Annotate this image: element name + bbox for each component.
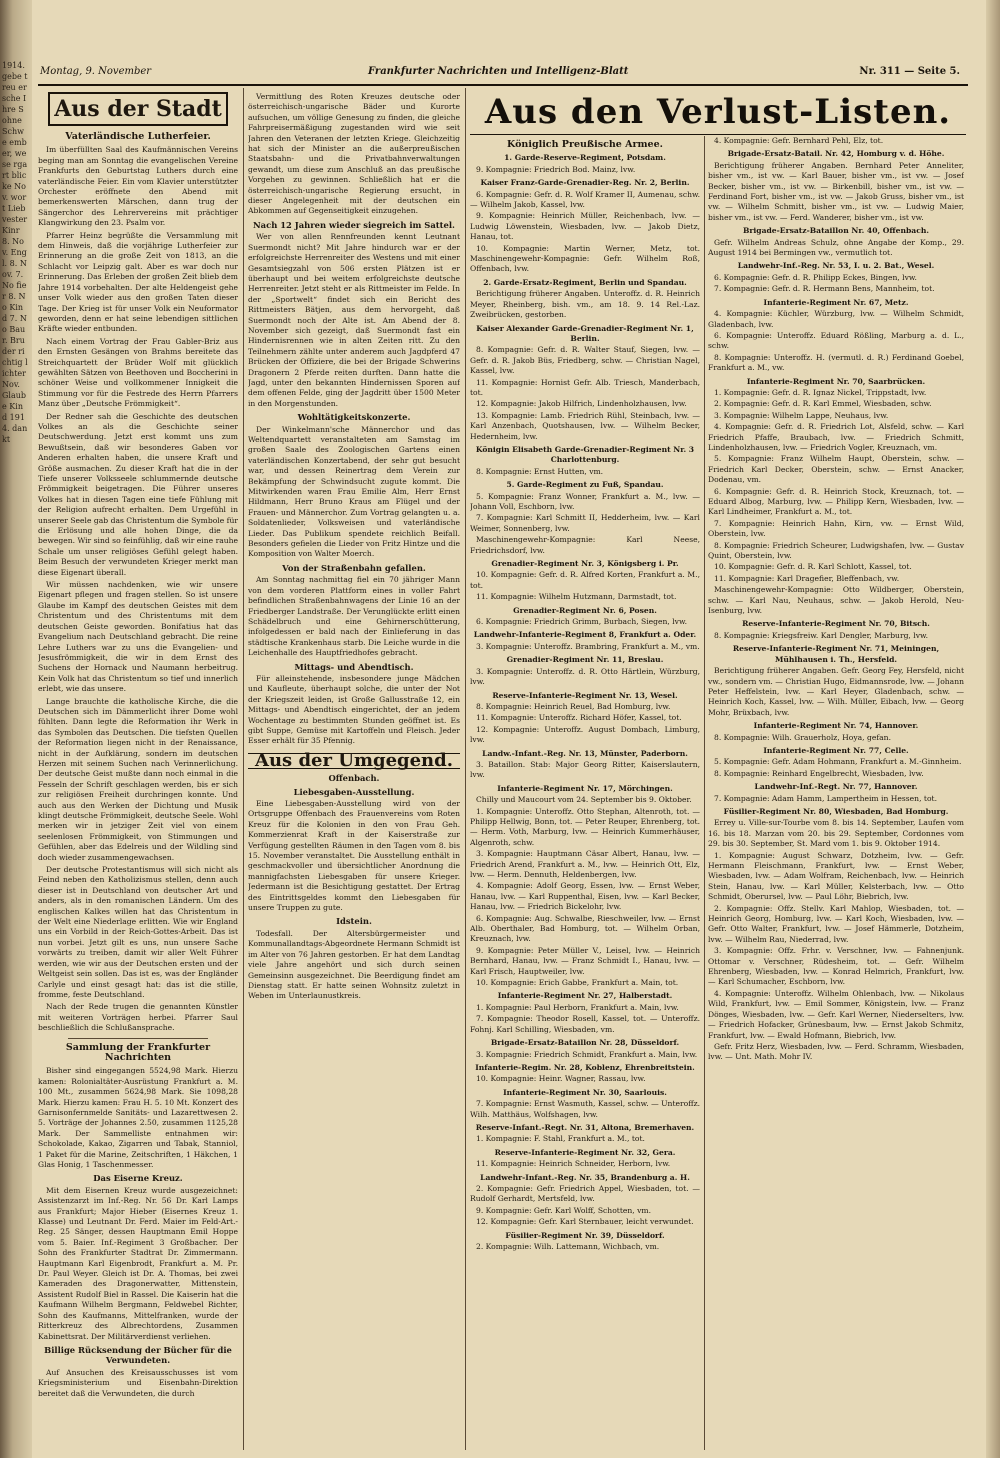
casualty-entry: 7. Kompagnie: Karl Schmitt II, Hedderheim, lvw. — Karl Weimer, Sonnenberg, lvw. bbox=[470, 513, 700, 533]
article-paragraph: Bisher sind eingegangen 5524,98 Mark. Hierzu kamen: Rolonialtäter-Ausrüstung Frankfurt a. M. 100 Mt., zusammen 5624,98 Mark. Sie 1098,28 Mark. Hierzu kamen: Frau H. 5. 10 Mt. Konzert des Garnisonfernmelde Sanitäts- und Lazarettwesen 2. 5. Vorträge der Johannes 2.50, zusammen 1125,28 Mark. Der Sammelliste entnahmen wir: Schokolade, Kakao, Zigarren und Tabak, Stanniol, 1 Paket für die Marine, Zeitschriften, 1 Häkchen, 1 Glas Honig, 1 Taschenmesser. bbox=[38, 1066, 238, 1169]
casualty-entry: 12. Kompagnie: Gefr. Karl Sternbauer, leicht verwundet. bbox=[476, 1217, 694, 1227]
casualty-entry: 5. Kompagnie: Gefr. Adam Hohmann, Frankfurt a. M.-Ginnheim. bbox=[714, 757, 962, 767]
casualty-entry: 1. Kompagnie: Gefr. d. R. Ignaz Nickel, Trippstadt, lvw. bbox=[714, 387, 927, 397]
header-page-number: Nr. 311 — Seite 5. bbox=[859, 66, 960, 77]
page-binding-edge bbox=[0, 0, 32, 1458]
page-right-edge bbox=[986, 0, 1000, 1458]
article-heading: Idstein. bbox=[336, 916, 372, 927]
casualty-entry: 9. Kompagnie: Gefr. Karl Wolff, Schotten, vm. bbox=[476, 1205, 651, 1215]
header-date: Montag, 9. November bbox=[40, 66, 152, 77]
casualty-entry: 3. Kompagnie: Hauptmann Cäsar Albert, Hanau, lvw. — Friedrich Arend, Frankfurt a. M., lvw. — Heinrich Ott, Elz, lvw. — Herm. Dennuth, Heldenbergen, lvw. bbox=[470, 849, 700, 879]
casualty-entry: 3. Kompagnie: Unteroffz. Brambring, Frankfurt a. M., vm. bbox=[476, 641, 700, 651]
casualty-entry: 1. Kompagnie: August Schwarz, Dotzheim, lvw. — Gefr. Hermann Fleischmann, Frankfurt, lvw. — Ernst Weber, Wiesbaden, lvw. — Adam Wolfram, Reichenbach, lvw. — Heinrich Stein, Hanau, lvw. — Karl Müller, Kelsterbach, lvw. — Otto Schmidt, Oberursel, lvw. — Paul Löhr, Biebrich, lvw. bbox=[708, 850, 964, 902]
column-divider bbox=[465, 88, 466, 1450]
casualty-entry: 4. Kompagnie: Küchler, Würzburg, lvw. — Wilhelm Schmidt, Gladenbach, lvw. bbox=[708, 309, 964, 329]
section-title-stadt: Aus der Stadt bbox=[48, 92, 228, 126]
article-heading: Sammlung der Frankfurter Nachrichten bbox=[65, 1041, 211, 1063]
casualty-entry: 8. Kompagnie: Reinhard Engelbrecht, Wiesbaden, lvw. bbox=[714, 768, 924, 778]
article-paragraph: Lange brauchte die katholische Kirche, die die Deutschen sich im Dämmerlicht ihrer Dome wohl fühlten. Dann legte die Reformation ihr Werk in das Symbolen das Deutschen. Die tiefsten Quellen der Reformation liegen nicht in der Renaissance, nicht in der Aufklärung, sondern im deutschen Herzen mit seinem Suchen nach Verinnerlichung. Der deutsche Geist mußte dann noch einmal in die Fesseln der Schrift geschlagen werden, bis er sich zur religiösen Freiheit durchringen konnte. Und auch aus den Werken der Dichtung und Musik klingt deutsche Frömmigkeit, deutsche Seele. Wohl merken wir in jetziger Zeit viel von einem seelenlosen Frömmigkeit, von Stimmungen und Gefühlen, aber das Edelreis und der Wildling sind doch wieder zusammengewachsen. bbox=[38, 696, 238, 862]
casualty-entry: 2. Kompagnie: Gefr. Friedrich Appel, Wiesbaden, tot. — Rudolf Gerhardt, Mertsfeld, lvw. bbox=[470, 1183, 700, 1204]
casualty-entry: 8. Kompagnie: Friedrich Scheurer, Ludwigshafen, lvw. — Gustav Quint, Oberstein, lvw. bbox=[708, 540, 964, 561]
article-paragraph: Mit dem Eisernen Kreuz wurde ausgezeichnet: Assistenzarzt im Inf.-Reg. Nr. 56 Dr. Karl Lamps aus Frankfurt; Major Hieber (Eisernes Kreuz 1. Klasse) und Leutnant Dr. Ferd. Maier im Feld-Art.-Reg. 25 Sänger, dessen Hauptmann Emil Hoppe vom 5. Baier. Inf.-Regiment 3 Großbacher. Der Sohn des Frankfurter Stadtrat Dr. Zimmermann. Hauptmann Karl Eigenbrodt, Frankfurt a. M. Pr. Dr. Paul Weyer. Gleich ist Dr. A. Thomas, bei zwei Kameraden des Dragonerwatter, Mittenstein, Assistent Rudolf Biel in Rassel. Die Kaiserin hat die Kaufmann Wilhelm Bergmann, Feldwebel Richter, Sohn des Kaufmanns, Mittelfranken, wurde der Ritterkreuz des Albrechtordens, Zusammen Kabinettsrat. Der Militärverdienst verliehen. bbox=[38, 1185, 238, 1341]
article-paragraph: Nach einem Vortrag der Frau Gabler-Briz aus den Ernsten Gesängen von Brahms bereitete das Streichquartett der Brüder Wolf mit glücklich gewählten Sätzen von Beethoven und Boccherini in schöner Weise und vollkommener Innigkeit die Stimmung vor für die Festrede des Herrn Pfarrers Manz über „Deutsche Frömmigkeit“. bbox=[38, 336, 238, 409]
casualty-entry: 5. Kompagnie: Franz Wilhelm Haupt, Oberstein, schw. — Friedrich Karl Decker, Oberstein, schw. — Ernst Anacker, Dodenau, vm. bbox=[708, 454, 964, 485]
regiment-heading: Landwehr-Infant.-Reg. Nr. 35, Brandenburg a. H. bbox=[480, 1172, 690, 1182]
casualty-entry: 2. Kompagnie: Offz. Stellv. Karl Mahlop, Wiesbaden, tot. — Heinrich Georg, Homburg, lvw. — Karl Koch, Wiesbaden, lvw. — Gefr. Otto Walter, Frankfurt, lvw. — Josef Hämmerle, Dotzheim, lvw. — Wilhelm Rau, Niederrad, lvw. bbox=[708, 903, 964, 944]
casualty-entry: 1. Kompagnie: Unteroffz. Otto Stephan, Altenroth, tot. — Philipp Hellwig, Bonn, tot. — Peter Reuper, Ehrenberg, tot. — Herm. Voth, Marburg, lvw. — Heinrich Kummerhäuser, Algenroth, schw. bbox=[470, 806, 700, 847]
regiment-heading: Infanterie-Regiment Nr. 77, Celle. bbox=[763, 745, 909, 755]
article-heading: Wohltätigkeitskonzerte. bbox=[297, 412, 411, 423]
casualty-entry: 5. Kompagnie: Franz Wonner, Frankfurt a. M., lvw. — Johann Voll, Eschborn, lvw. bbox=[470, 491, 700, 511]
article-paragraph: Auf Ansuchen des Kreisausschusses ist vom Kriegsministerium und Eisenbahn-Direktion bereitet daß die Verwundeten, die durch bbox=[38, 1367, 238, 1398]
regiment-heading: Brigade-Ersatz-Bataillon Nr. 28, Düsseldorf. bbox=[490, 1038, 680, 1048]
casualty-entry: 1. Kompagnie: F. Stahl, Frankfurt a. M., tot. bbox=[476, 1134, 645, 1144]
article-heading: Liebesgaben-Ausstellung. bbox=[293, 786, 415, 797]
casualty-entry: Gefr. Wilhelm Andreas Schulz, ohne Angabe der Komp., 29. August 1914 bei Bermingen vw., vermutlich tot. bbox=[708, 237, 964, 258]
title-rule bbox=[470, 134, 966, 135]
regiment-heading: Reserve-Infanterie-Regiment Nr. 13, Wesel. bbox=[492, 690, 678, 700]
casualty-entry: 2. Kompagnie: Wilh. Lattemann, Wichbach, vm. bbox=[476, 1242, 660, 1251]
casualty-entry: 10. Kompagnie: Gefr. d. R. Alfred Korten, Frankfurt a. M., tot. bbox=[470, 570, 700, 590]
casualty-entry: 6. Kompagnie: Aug. Schwalbe, Rieschweiler, lvw. — Ernst Alb. Oberthaler, Bad Homburg, tot. — Wilhelm Orban, Kreuznach, lvw. bbox=[470, 913, 700, 944]
article-paragraph: Wer von allen Rennfreunden kennt Leutnant Suermondt nicht? Mit Jahre hindurch war er der erfolgreichste Herrenreiter des Westens und mit einer Gesamtsiegzahl von 506 ersten Plätzen ist er überhaupt und bei weitem erfolgreichste deutsche Herrenreiter. Jetzt steht er als Rittmeister im Felde. In der „Sportwelt“ findet sich ein Bericht des Rittmeisters Bätjen, aus dem hervorgeht, daß Suermondt noch der Alte ist. Am Abend der 8. November sich gezeigt, daß Suermondt fast ein Hindernisrennen wie in alten Zeiten ritt. Zu den Teilnehmern zählte unter anderem auch Jagdpferd 47 Brücken der Offiziere, die bei der Brigade Schwerins Dragonern 2 Pferde reiten durften. Dann hatte die Jagd, unter den bekannten Hindernissen Sporen auf dem offenen Felde, ging der Jagdritt über 1500 Meter in den Morgenstunden. bbox=[248, 232, 460, 408]
casualty-entry: 7. Kompagnie: Theodor Rosell, Kassel, tot. — Unteroffz. Fohnj. Karl Schilling, Wiesbaden, vm. bbox=[470, 1014, 700, 1034]
army-heading: Königlich Preußische Armee. bbox=[507, 139, 663, 150]
casualty-entry: 11. Kompagnie: Wilhelm Hutzmann, Darmstadt, tot. bbox=[476, 592, 677, 602]
article-paragraph: Pfarrer Heinz begrüßte die Versammlung mit dem Hinweis, daß die vorjährige Lutherfeier zur Erinnerung an die große Zeit von 1813, an die Schlacht vor Leipzig galt. Aber es war doch nur Erinnerung. Das Erleben der großen Zeit blieb dem Jahre 1914 vorbehalten. Der alte Heldengeist gehe unser Volk wieder aus den großen Taten dieser Tage. Der Krieg ist für unser Volk ein Neuformator geworden, denn er hat seine lebendigen sittlichen Kräfte wieder entbunden. bbox=[38, 230, 238, 334]
casualty-entry: 7. Kompagnie: Heinrich Hahn, Kirn, vw. — Ernst Wild, Oberstein, lvw. bbox=[708, 518, 964, 539]
casualty-entry: 8. Kompagnie: Wilh. Grauerholz, Hoya, gefan. bbox=[714, 732, 891, 742]
article-heading: Mittags- und Abendtisch. bbox=[294, 661, 414, 672]
regiment-heading: Infanterie-Regiment Nr. 67, Metz. bbox=[763, 297, 909, 307]
regiment-heading: Infanterie-Regiment Nr. 30, Saarlouis. bbox=[503, 1087, 667, 1097]
article-heading: Nach 12 Jahren wieder siegreich im Sattel. bbox=[253, 219, 455, 230]
casualty-entry: 8. Kompagnie: Ernst Hutten, vm. bbox=[476, 466, 604, 476]
regiment-heading: Grenadier-Regiment Nr. 11, Breslau. bbox=[506, 655, 664, 665]
regiment-heading: Infanterie-Regiment Nr. 17, Mörchingen. bbox=[497, 783, 673, 793]
article-heading: Vaterländische Lutherfeier. bbox=[65, 131, 211, 142]
casualty-entry: 12. Kompagnie: Unteroffz. August Dombach, Limburg, lvw. bbox=[470, 724, 700, 745]
regiment-heading: Reserve-Infanterie-Regiment Nr. 32, Gera. bbox=[494, 1147, 676, 1157]
column-2 bbox=[248, 92, 460, 1452]
article-paragraph: Im überfüllten Saal des Kaufmännischen Vereins beging man am Sonntag die evangelischen Vereine Frankfurts den Geburtstag Luthers durch eine vaterländische Feier. Ein vom Klavier unterstützter Orchester eröffnete den Abend mit bemerkenswerten Märschen, dann trug der Sängerchor des Lehrervereins mit prächtiger Klangwirkung den 23. Psalm vor. bbox=[38, 145, 238, 228]
casualty-entry: Maschinengewehr-Kompagnie: Otto Wildberger, Oberstein, schw. — Karl Nau, Neuhaus, schw. — Jakob Herold, Neu-Isenburg, lvw. bbox=[708, 585, 964, 616]
casualty-entry: Berichtigung früherer Angaben. Gefr. Georg Fey, Hersfeld, nicht vw., sondern vm. — Christian Hugo, Eidmannsrode, lvw. — Johann Peter Heffelstein, lvw. — Karl Heyer, Gladenbach, schw. — Heinrich Koch, Kassel, lvw. — Wilh. Müller, Eibach, lvw. — Georg Mohr, Brüxbach, lvw. bbox=[708, 666, 964, 717]
casualty-entry: 8. Kompagnie: Gefr. d. R. Walter Stauf, Siegen, lvw. — Gefr. d. R. Jakob Büs, Friedberg, schw. — Christian Nagel, Kassel, lvw. bbox=[470, 345, 700, 376]
section-title-umgegend: Aus der Umgegend. bbox=[248, 753, 460, 769]
article-paragraph: Wir müssen nachdenken, wie wir unsere Eigenart pflegen und fragen stellen. So ist unsere Glaube im Kampf des deutschen Geistes mit dem Christentum und des Christentums mit dem deutschen Geiste geworden. Bonifatius hat das Evangelium nach Deutschland gebracht. Die reine Lehre Luthers war zu uns die Evangelien- und Jesusfrömmigkeit, die wir in dem Ernst des Suchens der Hornack und Naumann herbeitrug. Kein Volk hat das Christentum so tief und innerlich erlebt, wie das unsere. bbox=[38, 580, 238, 694]
article-paragraph: Vermittlung des Roten Kreuzes deutsche oder österreichisch-ungarische Bäder und Kurorte aufsuchen, um völlige Genesung zu finden, die gleiche Fahrpreisermäßigung zugestanden wird wie seit Jahren den Veteranen der letzten Kriege. Gleichzeitig hat sich der Minister an die außerpreußischen Staatsbahn- und die Privatbahnverwaltungen gewandt, um diese zum Anschluß an das preußische Vorgehen zu gewinnen. Schließlich hat er die österreichisch-ungarische Regierung ersucht, in dieser Angelegenheit mit der deutschen ein Abkommen auf Gegenseitigkeit einzugehen. bbox=[248, 92, 460, 216]
header-masthead: Frankfurter Nachrichten und Intelligenz-Blatt bbox=[368, 66, 629, 77]
casualty-entry: 3. Kompagnie: Wilhelm Lappe, Neuhaus, lvw. bbox=[714, 410, 889, 420]
casualty-entry: Berichtigung früherer Angaben. Bernhard Peter Anneliter, bisher vm., ist vw. — Karl Bauer, bisher vm., ist vw. — Josef Becker, bisher vm., ist vw. — Birkenbill, bisher vm., ist vw. — Ferdinand Fort, bisher vm., ist vw. — Jakob Gruss, bisher vm., ist vw. — Wilhelm Schmitt, bisher vm., ist vw. — Ludwig Maier, bisher vm., ist vw. — Ferd. Wanderer, bisher vm., ist vw. bbox=[708, 160, 964, 222]
casualty-entry: 8. Kompagnie: Kriegsfreiw. Karl Dengler, Marburg, lvw. bbox=[714, 630, 928, 640]
casualty-entry: 11. Kompagnie: Hornist Gefr. Alb. Triesch, Manderbach, tot. bbox=[470, 377, 700, 397]
casualty-entry: 2. Kompagnie: Gefr. d. R. Karl Emmel, Wiesbaden, schw. bbox=[714, 399, 932, 409]
casualty-entry: 3. Kompagnie: Friedrich Schmidt, Frankfurt a. Main, lvw. bbox=[476, 1049, 698, 1059]
casualty-entry: Chilly und Maucourt vom 24. September bis 9. Oktober. bbox=[476, 795, 692, 805]
casualty-entry: 10. Kompagnie: Erich Gabbe, Frankfurt a. Main, tot. bbox=[476, 978, 679, 988]
casualty-entry: 1. Kompagnie: Paul Herborn, Frankfurt a. Main, lvw. bbox=[476, 1002, 679, 1012]
regiment-heading: Landw.-Infant.-Reg. Nr. 13, Münster, Paderborn. bbox=[482, 748, 688, 758]
article-separator bbox=[68, 1038, 208, 1039]
article-paragraph: Der deutsche Protestantismus will sich nicht als Feind neben den Katholizismus stellen, denn auch dieser ist in Deutschland von deutscher Art und anders, als in den romanischen Ländern. Um des englischen Kalkes willen hat das Christentum in der Welt eine Niederlage erlitten. Wie wir England uns ein Vorbild in der Reich-Gottes-Arbeit. Das ist nun vorbei. Jetzt gilt es uns, nun unsere Sache vorwärts zu treiben, damit wir aller Welt Führer werden, wie wir aus der Deutschen ersten und der Weltgeist sein sollen. Das ist es, was der Engländer Carlyle und einst gesagt hat: das ist die stille, fromme, feste Deutschland. bbox=[38, 865, 238, 999]
regiment-heading: Landwehr-Inf.-Reg. Nr. 53, I. u. 2. Bat., Wesel. bbox=[737, 261, 935, 271]
regiment-heading: Grenadier-Regiment Nr. 6, Posen. bbox=[513, 605, 657, 615]
regiment-heading: 2. Garde-Ersatz-Regiment, Berlin und Spandau. bbox=[483, 277, 687, 287]
article-paragraph: Nach der Rede trugen die genannten Künstler mit weiteren Vorträgen herbei. Pfarrer Saul beschließlich die Schlußansprache. bbox=[38, 1002, 238, 1033]
regiment-heading: Reserve-Infanterie-Regiment Nr. 70, Bitsch. bbox=[742, 619, 930, 629]
regiment-heading: Brigade-Ersatz-Bataillon Nr. 40, Offenbach. bbox=[742, 226, 930, 236]
article-paragraph: Der Redner sah die Geschichte des deutschen Volkes an als die Geschichte seiner Deutschwerdung. Jetzt erst kommt uns zum Bewußtsein, daß wir besonderes Gaben vor Anderen erhalten haben, die unsere Kraft und Größe ausmachen. Zu dieser Kraft hat die in der Tiefe unserer Volksseele schlummernde deutsche Frömmigkeit beigetragen. Die Führer unseres Volkes hat in diesen Tagen eine tiefe Fühlung mit der Religion aufrecht erhalten. Dem Urgefühl in unserer Seele gab das Christentum die Symbole für die Erlösung und alle hohen Dinge, die da bewegen. Wir sind so feinfühlig, daß wir eine rauhe Schale um unser religiöses Gefühl gelegt haben. Beim Besuch der verwundeten Krieger merkt man diese Eigenart überall. bbox=[38, 411, 238, 577]
article-paragraph: Am Sonntag nachmittag fiel ein 70 jähriger Mann von dem vorderen Plattform eines in voller Fahrt befindlichen Straßenbahnwagens der Linie 16 an der Friedberger Landstraße. Der Verunglückte erlitt einen Schädelbruch und eine Gehirnerschütterung, infolgedessen er bald nach der Einlieferung in das städtische Krankenhaus starb. Die Leiche wurde in die Leichenhalle des Hauptfriedhofes gebracht. bbox=[248, 575, 460, 658]
casualty-entry: 12. Kompagnie: Jakob Hilfrich, Lindenholzhausen, lvw. bbox=[476, 399, 687, 409]
casualty-entry: 10. Kompagnie: Heinr. Wagner, Rassau, lvw. bbox=[476, 1074, 646, 1084]
page-header bbox=[38, 64, 978, 82]
article-heading: Das Eiserne Kreuz. bbox=[93, 1173, 183, 1184]
binding-fragment-text: 1914. gebe treu ersche Ihre Sohne Schwe ember, wese rgart blicke Nov. wort Lieb vester Kinr 8. Nov. Engl. 8. Nov. 7. No fier 8. No Kind 7. No Baur. Bruder richtig lichter Nov. Glaube Kind 1914. dankt bbox=[2, 61, 28, 444]
regiment-heading: Brigade-Ersatz-Batail. Nr. 42, Homburg v. d. Höhe. bbox=[727, 149, 945, 159]
article-paragraph: Der Winkelmann'sche Männerchor und das Weltendquartett veranstalteten am Samstag im großen Saale des Zoologischen Gartens einen vaterländischen Konzertabend, der sehr gut besucht war, und dessen Reinertrag dem Verein zur Bekämpfung der Schwindsucht zugute kommt. Die Mitwirkenden waren Frau Emilie Alm, Herr Ernst Hildmann, Herr Bruno Kraus am Flügel und der Frauen- und Männerchor. Zum Vortrag gelangten u. a. Soldatenlieder, Volksweisen und vaterländische Lieder. Das Publikum spendete reichlich Beifall. Besonders gefielen die Lieder von Fritz Hintze und die Komposition von Walter Moerch. bbox=[248, 424, 460, 559]
regiment-heading: Infanterie-Regiment Nr. 74, Hannover. bbox=[753, 721, 919, 731]
regiment-heading: 5. Garde-Regiment zu Fuß, Spandau. bbox=[506, 480, 664, 490]
article-heading: Von der Straßenbahn gefallen. bbox=[282, 562, 426, 573]
casualty-entry: 6. Kompagnie: Gefr. d. R. Heinrich Stock, Kreuznach, tot. — Eduard Albog, Marburg, lvw. — Philipp Kern, Wiesbaden, lvw. — Karl Lindheimer, Frankfurt a. M., tot. bbox=[708, 486, 964, 517]
casualty-entry: 6. Kompagnie: Gefr. d. R. Philipp Eckes, Bingen, lvw. bbox=[714, 272, 917, 282]
casualty-entry: 3. Kompagnie: Offz. Frhr. v. Verschner, lvw. — Fahnenjunk. Ottomar v. Verschner, Rüdesheim, tot. — Gefr. Wilhelm Ehrenberg, Wiesbaden, lvw. — Konrad Helmrich, Frankfurt, lvw. — Karl Schumacher, Eschborn, lvw. bbox=[708, 946, 964, 987]
regiment-heading: Landwehr-Inf.-Regt. Nr. 77, Hannover. bbox=[754, 782, 918, 792]
casualty-entry: 8. Kompagnie: Unteroffz. H. (vermutl. d. R.) Ferdinand Goebel, Frankfurt a. M., vw. bbox=[708, 352, 964, 373]
regiment-heading: 1. Garde-Reserve-Regiment, Potsdam. bbox=[504, 153, 666, 163]
column-1 bbox=[38, 92, 238, 1452]
casualty-entry: 6. Kompagnie: Unteroffz. Eduard Rößling, Marburg a. d. L., schw. bbox=[708, 330, 964, 351]
casualty-entry: 6. Kompagnie: Gefr. d. R. Wolf Kramer II, Aumenau, schw. — Wilhelm Jakob, Kassel, lvw. bbox=[470, 189, 700, 210]
regiment-heading: Füsilier-Regiment Nr. 39, Düsseldorf. bbox=[505, 1230, 665, 1240]
casualty-entry: 7. Kompagnie: Ernst Wasmuth, Kassel, schw. — Unteroffz. Wilh. Matthäus, Wolfshagen, lvw. bbox=[470, 1099, 700, 1119]
casualty-entry: Errey u. Ville-sur-Tourbe vom 8. bis 14. September, Laufen vom 16. bis 18. Marzan vom 20. bis 29. September, Cordonnes vom 29. bis 30. September, St. Mard vom 1. bis 9. Oktober 1914. bbox=[708, 818, 964, 849]
section-title-verlustlisten: Aus den Verlust-Listen. bbox=[484, 92, 952, 132]
regiment-heading: Grenadier-Regiment Nr. 3, Königsberg i. Pr. bbox=[491, 559, 679, 569]
casualty-entry: 9. Kompagnie: Heinrich Müller, Reichenbach, lvw. — Ludwig Löwenstein, Wiesbaden, lvw. — Jakob Dietz, Hanau, tot. bbox=[470, 211, 700, 242]
casualty-entry: 7. Kompagnie: Adam Hamm, Lampertheim in Hessen, tot. bbox=[714, 793, 937, 803]
casualty-entry: 10. Kompagnie: Martin Werner, Metz, tot. Maschinengewehr-Kompagnie: Gefr. Wilhelm Roß, Offenbach, lvw. bbox=[470, 243, 700, 274]
casualty-entry: 3. Kompagnie: Unteroffz. d. R. Otto Härtlein, Würzburg, lvw. bbox=[470, 666, 700, 687]
regiment-heading: Reserve-Infanterie-Regiment Nr. 71, Meiningen, Mühlhausen i. Th., Hersfeld. bbox=[732, 644, 940, 664]
article-paragraph: Für alleinstehende, insbesondere junge Mädchen und Kaufleute, überhaupt solche, die unter der Not der Kriegszeit leiden, ist Große Gallusstraße 12, ein Mittags- und Abendtisch eingerichtet, der an jedem Wochentage zu bestimmten Stunden geöffnet ist. Es gibt Suppe, Gemüse mit Kartoffeln und Fleisch. Jeder Esser erhält für 35 Pfennig. bbox=[248, 673, 460, 746]
casualty-entry: Maschinengewehr-Kompagnie: Karl Neese, Friedrichsdorf, lvw. bbox=[470, 535, 700, 555]
regiment-heading: Infanterie-Regiment Nr. 27, Halberstadt. bbox=[497, 991, 673, 1001]
regiment-heading: Königin Elisabeth Garde-Grenadier-Regiment Nr. 3 Charlottenburg. bbox=[475, 444, 695, 465]
regiment-heading: Infanterie-Regiment Nr. 70, Saarbrücken. bbox=[746, 376, 926, 386]
casualty-entry: 9. Kompagnie: Friedrich Bod. Mainz, lvw. bbox=[476, 164, 636, 174]
casualty-entry: 7. Kompagnie: Gefr. d. R. Hermann Bens, Mannheim, tot. bbox=[714, 284, 935, 294]
casualty-entry: 11. Kompagnie: Karl Dragefier, Bleffenbach, vw. bbox=[714, 573, 900, 583]
article-heading: Billige Rücksendung der Bücher für die Verwundeten. bbox=[44, 1344, 232, 1366]
casualty-entry: Gefr. Fritz Herz, Wiesbaden, lvw. — Ferd. Schramm, Wiesbaden, lvw. — Unt. Math. Mohr IV. bbox=[708, 1041, 964, 1062]
casualty-entry: 4. Kompagnie: Adolf Georg, Essen, lvw. — Ernst Weber, Hanau, lvw. — Karl Ruppenthal, Eisen, lvw. — Karl Becker, Hanau, lvw. — Friedrich Bickelohr, lvw. bbox=[470, 881, 700, 912]
column-divider bbox=[704, 136, 705, 1450]
casualty-entry: 8. Kompagnie: Heinrich Reuel, Bad Homburg, lvw. bbox=[476, 701, 671, 711]
casualty-entry: Berichtigung früherer Angaben. Unteroffz. d. R. Heinrich Meyer, Rheinberg, bish. vm., am 18. 9. 14 Rel.-Laz. Zweibrücken, gestorben. bbox=[470, 289, 700, 320]
regiment-heading: Kaiser Franz-Garde-Grenadier-Reg. Nr. 2, Berlin. bbox=[480, 178, 690, 188]
regiment-heading: Reserve-Infant.-Regt. Nr. 31, Altona, Bremerhaven. bbox=[475, 1122, 695, 1132]
casualty-entry: 13. Kompagnie: Lamb. Friedrich Rühl, Steinbach, lvw. — Karl Anzenbach, Quotshausen, lvw. — Wilhelm Becker, Hedernheim, lvw. bbox=[470, 410, 700, 441]
article-paragraph: Todesfall. Der Altersbürgermeister und Kommunallandtags-Abgeordnete Hermann Schmidt ist im Alter von 76 Jahren gestorben. Er hat dem Landtag viele Jahre angehört und sich durch seinen Gemeinsinn ausgezeichnet. Die Beerdigung findet am Dienstag statt. Er hatte seinen Wohnsitz zuletzt in Weben im Unterlaunustkreis. bbox=[248, 928, 460, 1001]
regiment-heading: Kaiser Alexander Garde-Grenadier-Regiment Nr. 1, Berlin. bbox=[476, 323, 694, 343]
casualty-entry: 4. Kompagnie: Gefr. Bernhard Pehl, Elz, tot. bbox=[714, 136, 884, 145]
regiment-heading: Infanterie-Regim. Nr. 28, Koblenz, Ehrenbreitstein. bbox=[475, 1062, 695, 1072]
header-rule bbox=[38, 84, 968, 86]
column-divider bbox=[243, 88, 244, 1450]
column-3 bbox=[470, 136, 700, 1452]
regiment-heading: Füsilier-Regiment Nr. 80, Wiesbaden, Bad Homburg. bbox=[723, 806, 949, 816]
column-4 bbox=[708, 136, 964, 1452]
casualty-entry: 11. Kompagnie: Unteroffz. Richard Höfer, Kassel, tot. bbox=[476, 713, 682, 723]
article-heading: Offenbach. bbox=[328, 773, 380, 784]
casualty-entry: 4. Kompagnie: Unteroffz. Wilhelm Ohlenbach, lvw. — Nikolaus Wild, Frankfurt, lvw. — Emil Sommer, Königstein, lvw. — Franz Dönges, Wiesbaden, lvw. — Gefr. Karl Werner, Niederselters, lvw. — Friedrich Hofacker, Grünesbaum, lvw. — Ernst Jakob Schmitz, Frankfurt, lvw. — Ewald Hofmann, Biebrich, lvw. bbox=[708, 988, 964, 1040]
article-paragraph: Eine Liebesgaben-Ausstellung wird von der Ortsgruppe Offenbach des Frauenvereins vom Roten Kreuz für die Kolonien in den von Frau Geh. Kommerzienrat Kraft in der Kaiserstraße zur Verfügung gestellten Räumen in den Tagen vom 8. bis 15. November veranstaltet. Die Ausstellung enthält in geschmackvoller und übersichtlicher Anordnung die mannigfachsten Liebesgaben für unsere Krieger. Jedermann ist die Besichtigung gestattet. Der Ertrag des Eintrittsgeldes kommt den Liebesgaben für unsere Truppen zu gute. bbox=[248, 799, 460, 913]
casualty-entry: 11. Kompagnie: Heinrich Schneider, Herborn, lvw. bbox=[476, 1159, 671, 1169]
casualty-entry: 3. Bataillon. Stab: Major Georg Ritter, Kaiserslautern, lvw. bbox=[470, 759, 700, 780]
casualty-entry: 4. Kompagnie: Gefr. d. R. Friedrich Lot, Alsfeld, schw. — Karl Friedrich Pfaffe, Braubach, lvw. — Friedrich Schmitt, Lindenholzhausen, lvw. — Friedrich Vogler, Kreuznach, vm. bbox=[708, 422, 964, 452]
casualty-entry: 10. Kompagnie: Gefr. d. R. Karl Schlott, Kassel, tot. bbox=[714, 562, 912, 572]
casualty-entry: 6. Kompagnie: Friedrich Grimm, Burbach, Siegen, lvw. bbox=[476, 617, 687, 627]
regiment-heading: Landwehr-Infanterie-Regiment 8, Frankfurt a. Oder. bbox=[473, 630, 697, 640]
casualty-entry: 9. Kompagnie: Peter Müller V., Leisel, lvw. — Heinrich Bernhard, Hanau, lvw. — Franz Schmidt I., Hanau, lvw. — Karl Frisch, Hauptweiler, lvw. bbox=[470, 945, 700, 976]
